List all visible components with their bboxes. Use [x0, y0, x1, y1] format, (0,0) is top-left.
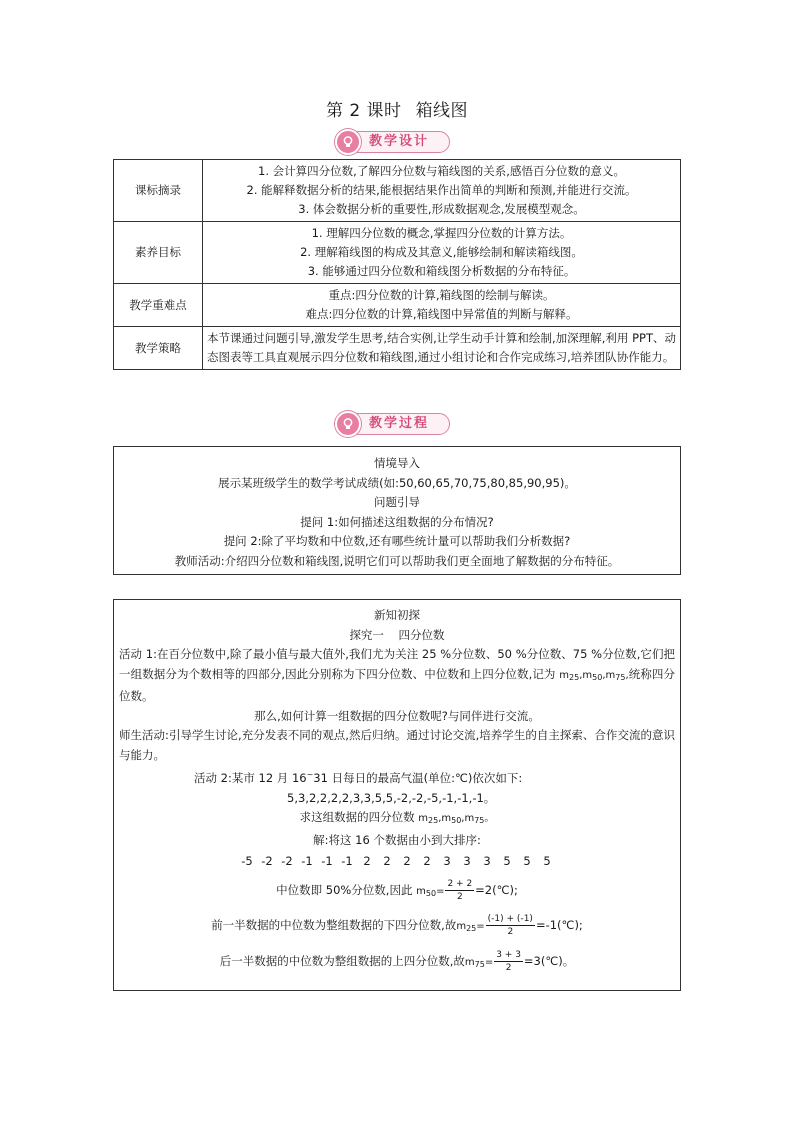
content-line: 重点:四分位数的计算,箱线图的绘制与解读。 — [328, 288, 555, 302]
table-row — [114, 160, 681, 222]
row-heading: 教学策略 — [114, 327, 203, 370]
row-heading: 素养目标 — [114, 222, 203, 284]
question-2: 提问 2:除了平均数和中位数,还有哪些统计量可以帮助我们分析数据? — [223, 534, 571, 548]
section-heading: 情境导入 — [374, 456, 420, 470]
lesson-number: 第 2 课时 — [325, 101, 402, 121]
explore-section — [113, 599, 681, 991]
content-line: 3. 体会数据分析的重要性,形成数据观念,发展模型观念。 — [298, 202, 585, 216]
quartile-question: 求这组数据的四分位数 $m_{25},m_{50},m_{75}$。 — [299, 810, 495, 825]
teaching-design-badge — [338, 131, 450, 153]
bulb-icon — [335, 411, 361, 437]
intro-text: 展示某班级学生的数学考试成绩(如:50,60,65,70,75,80,85,90,95)。 — [218, 475, 576, 490]
page-title — [0, 96, 794, 121]
bulb-icon — [335, 129, 361, 155]
row-content — [203, 284, 681, 327]
content-line: 1. 会计算四分位数,了解四分位数与箱线图的关系,感悟百分位数的意义。 — [258, 164, 625, 178]
question-1: 提问 1:如何描述这组数据的分布情况? — [300, 514, 494, 529]
content-line: 3. 能够通过四分位数和箱线图分析数据的分布特征。 — [307, 264, 576, 278]
row-heading: 教学重难点 — [114, 284, 203, 327]
content-line: 2. 理解箱线图的构成及其意义,能够绘制和解读箱线图。 — [300, 245, 583, 259]
table-row — [114, 327, 681, 370]
lesson-topic: 箱线图 — [415, 101, 469, 121]
intro-section — [113, 446, 681, 575]
content-line: 1. 理解四分位数的概念,掌握四分位数的计算方法。 — [311, 226, 572, 240]
temperature-data: 5,3,2,2,2,2,3,3,5,5,-2,-2,-5,-1,-1,-1。 — [287, 790, 496, 805]
content-line: 难点:四分位数的计算,箱线图中异常值的判断与解释。 — [305, 307, 578, 321]
content-line: 2. 能解释数据分析的结果,能根据结果作出简单的判断和预测,并能进行交流。 — [246, 183, 637, 197]
guide-activity: 师生活动:引导学生讨论,充分发表不同的观点,然后归纳。通过讨论交流,培养学生的自主探索、合作交流的意识与能力。 — [119, 728, 675, 762]
teaching-design-table — [113, 159, 681, 370]
badge-label: 教学过程 — [369, 416, 430, 431]
table-row — [114, 222, 681, 284]
row-content: 本节课通过问题引导,激发学生思考,结合实例,让学生动手计算和绘制,加深理解,利用 PPT、动态图表等工具直观展示四分位数和箱线图,通过小组讨论和合作完成练习,培养团队协作能力。 — [203, 327, 681, 370]
activity-2: 活动 2:某市 12 月 16~31 日每日的最高气温(单位:℃)依次如下: — [194, 770, 523, 785]
teaching-process-badge — [338, 413, 450, 435]
badge-label: 教学设计 — [369, 134, 430, 149]
solution-intro: 解:将这 16 个数据由小到大排序: — [313, 832, 481, 847]
subsection-heading: 问题引导 — [374, 495, 420, 509]
teacher-activity: 教师活动:介绍四分位数和箱线图,说明它们可以帮助我们更全面地了解数据的分布特征。 — [174, 553, 620, 568]
activity-1-question: 那么,如何计算一组数据的四分位数呢?与同伴进行交流。 — [254, 708, 540, 723]
quartile-symbols: $m_{25},m_{50},m_{75}$, — [559, 669, 629, 682]
row-heading: 课标摘录 — [114, 160, 203, 222]
sorted-data: -5 -2 -2 -1 -1 -1 2 2 2 2 3 3 3 5 5 5 — [241, 854, 551, 868]
upper-quartile-formula: 后一半数据的中位数为整组数据的上四分位数,故$m_{75}=$ $\frac{3 + 3}{2}$ =3(℃)。 — [219, 949, 575, 973]
row-content — [203, 160, 681, 222]
subsection-heading: 探究一 四分位数 — [349, 627, 445, 642]
table-row — [114, 284, 681, 327]
activity-1: 活动 1:在百分位数中,除了最小值与最大值外,我们尤为关注 25 %分位数、50 %分位数、75 %分位数,它们把一组数据分为个数相等的四部分,因此分别称为下四分位数、中位数和上四分位数,记为 $m_{25},m_{50},m_{75}$,统称四分位数。 — [119, 647, 676, 703]
row-content — [203, 222, 681, 284]
lower-quartile-formula: 前一半数据的中位数为整组数据的下四分位数,故$m_{25}=$ $\frac{(-1) + (-1)}{2}$ =-1(℃); — [211, 914, 583, 937]
section-heading: 新知初探 — [374, 608, 420, 622]
median-formula: 中位数即 50%分位数,因此 $m_{50}=$ $\frac{2 + 2}{2}$ =2(℃); — [276, 878, 518, 902]
